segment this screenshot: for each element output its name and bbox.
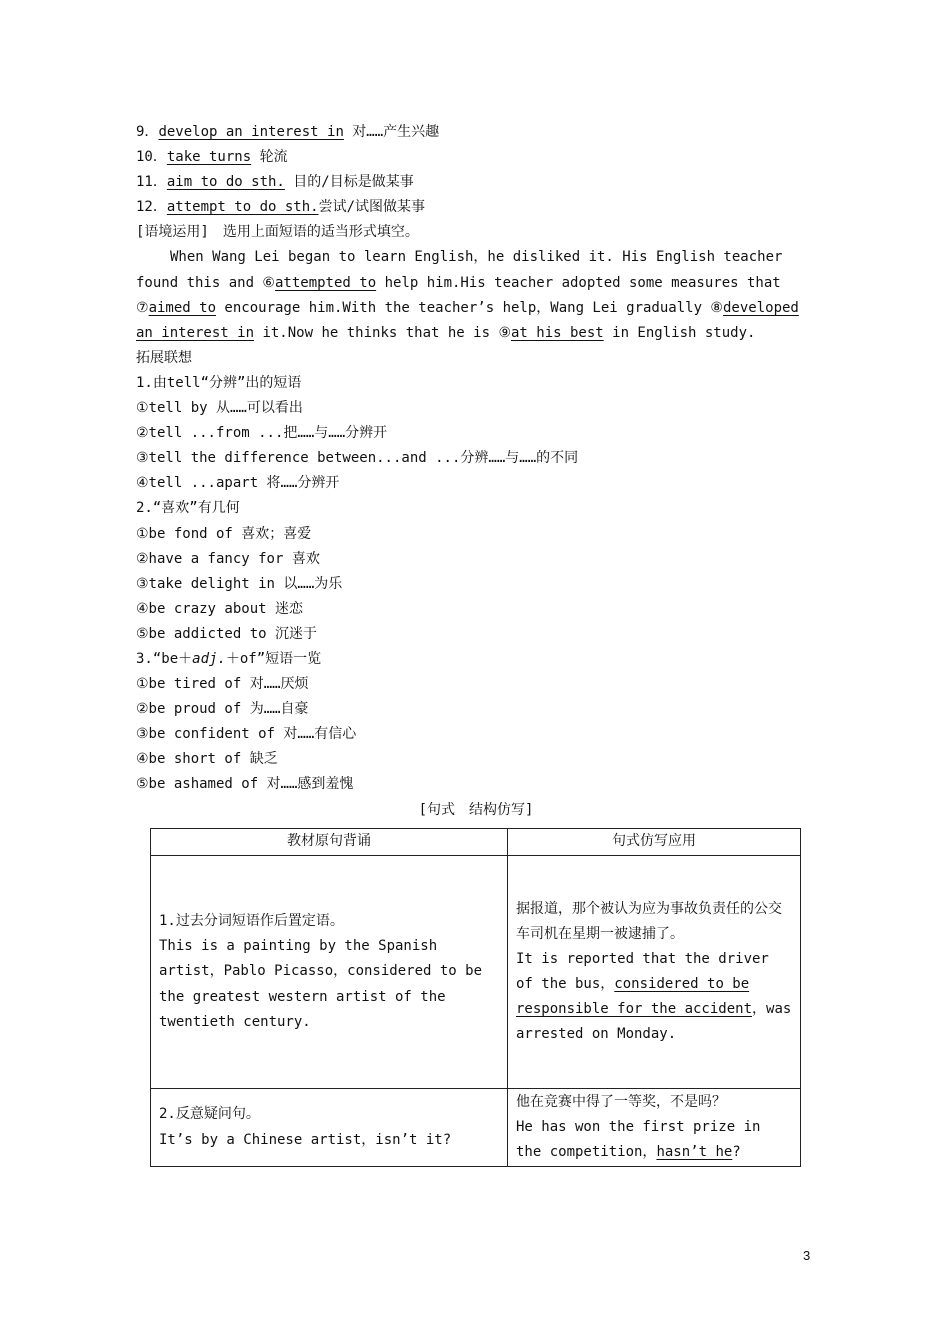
answer-blank: an interest in [136, 324, 255, 341]
cell-title: 1.过去分词短语作后置定语。 [159, 913, 344, 930]
section-title: [句式 结构仿写] [418, 801, 534, 818]
context-line: When Wang Lei began to learn English，he disliked it. His English teacher [170, 249, 783, 266]
list-item: ②tell ...from ...把……与……分辨开 [136, 425, 388, 442]
table-cell [151, 1089, 508, 1167]
cell-text: It’s by a Chinese artist，isn’t it? [159, 1131, 452, 1148]
page-number: 3 [803, 1248, 811, 1263]
cell-cn: 据报道，那个被认为应为事故负责任的公交车司机在星期一被逮捕了。 [516, 900, 782, 942]
cell-text: It is reported that the driver of the bus，considered to be responsible for the accident，was arrested on Monday. [516, 950, 792, 1043]
document-body [136, 120, 816, 823]
vocab-phrase: develop an interest in [158, 124, 344, 140]
cell-text: This is a painting by the Spanish artist，Pablo Picasso，considered to be the greatest western artist of the twentieth century. [159, 938, 483, 1030]
vocab-phrase: take turns [166, 149, 252, 166]
vocab-phrase: attempt to do sth. [166, 199, 319, 216]
list-item: ①be tired of 对……厌烦 [136, 676, 309, 693]
group-heading: 2.“喜欢”有几何 [136, 500, 240, 517]
list-item: ②be proud of 为……自豪 [136, 701, 309, 718]
list-item: ④tell ...apart 将……分辨开 [136, 475, 340, 492]
cell-text: He has won the first prize in the competition，hasn’t he? [516, 1118, 761, 1161]
table-cell [508, 1089, 801, 1167]
context-line: ⑦aimed to encourage him.With the teacher’s help，Wang Lei gradually ⑧developed [136, 299, 799, 316]
answer-blank: hasn’t he [656, 1144, 733, 1161]
table-row [151, 1089, 801, 1167]
answer-blank: attempted to [274, 274, 377, 291]
list-item: ④be crazy about 迷恋 [136, 600, 303, 617]
context-heading: [语境运用] 选用上面短语的适当形式填空。 [136, 224, 419, 241]
list-item: ①be fond of 喜欢；喜爱 [136, 525, 312, 542]
group-heading: 1.由tell“分辨”出的短语 [136, 374, 302, 391]
cell-title: 2.反意疑问句。 [159, 1106, 260, 1123]
context-line: found this and ⑥attempted to help him.His teacher adopted some measures that [136, 274, 781, 291]
list-item: ⑤be ashamed of 对……感到羞愧 [136, 776, 354, 793]
list-item: ③take delight in 以……为乐 [136, 575, 343, 592]
answer-blank: at his best [511, 324, 604, 341]
list-item: ③be confident of 对……有信心 [136, 726, 357, 743]
list-item: ③tell the difference between...and ...分辨……与……的不同 [136, 450, 579, 467]
cell-cn: 他在竞赛中得了一等奖，不是吗？ [516, 1093, 726, 1110]
sentence-table [150, 828, 801, 1167]
vocab-item: 12．attempt to do sth.尝试/试图做某事 [136, 199, 426, 216]
vocab-item: 11．aim to do sth. 目的/目标是做某事 [136, 174, 414, 191]
vocab-item: 9．develop an interest in 对……产生兴趣 [136, 124, 440, 140]
table-cell [151, 856, 508, 1089]
list-item: ⑤be addicted to 沉迷于 [136, 625, 317, 642]
expand-title: 拓展联想 [136, 349, 192, 366]
context-line: an interest in it.Now he thinks that he is ⑨at his best in English study. [136, 324, 756, 341]
table-cell [508, 856, 801, 1089]
group-heading: 3.“be＋adj.＋of”短语一览 [136, 650, 322, 667]
vocab-phrase: aim to do sth. [166, 174, 285, 191]
list-item: ④be short of 缺乏 [136, 751, 278, 768]
answer-blank: developed [723, 299, 799, 316]
table-row [151, 856, 801, 1089]
table-header: 教材原句背诵 [151, 829, 508, 856]
vocab-item: 10．take turns 轮流 [136, 149, 288, 166]
list-item: ①tell by 从……可以看出 [136, 400, 303, 417]
table-header: 句式仿写应用 [508, 829, 801, 856]
answer-blank: aimed to [148, 299, 216, 316]
list-item: ②have a fancy for 喜欢 [136, 550, 320, 567]
answer-blank: considered to be responsible for the accident [516, 976, 753, 1018]
